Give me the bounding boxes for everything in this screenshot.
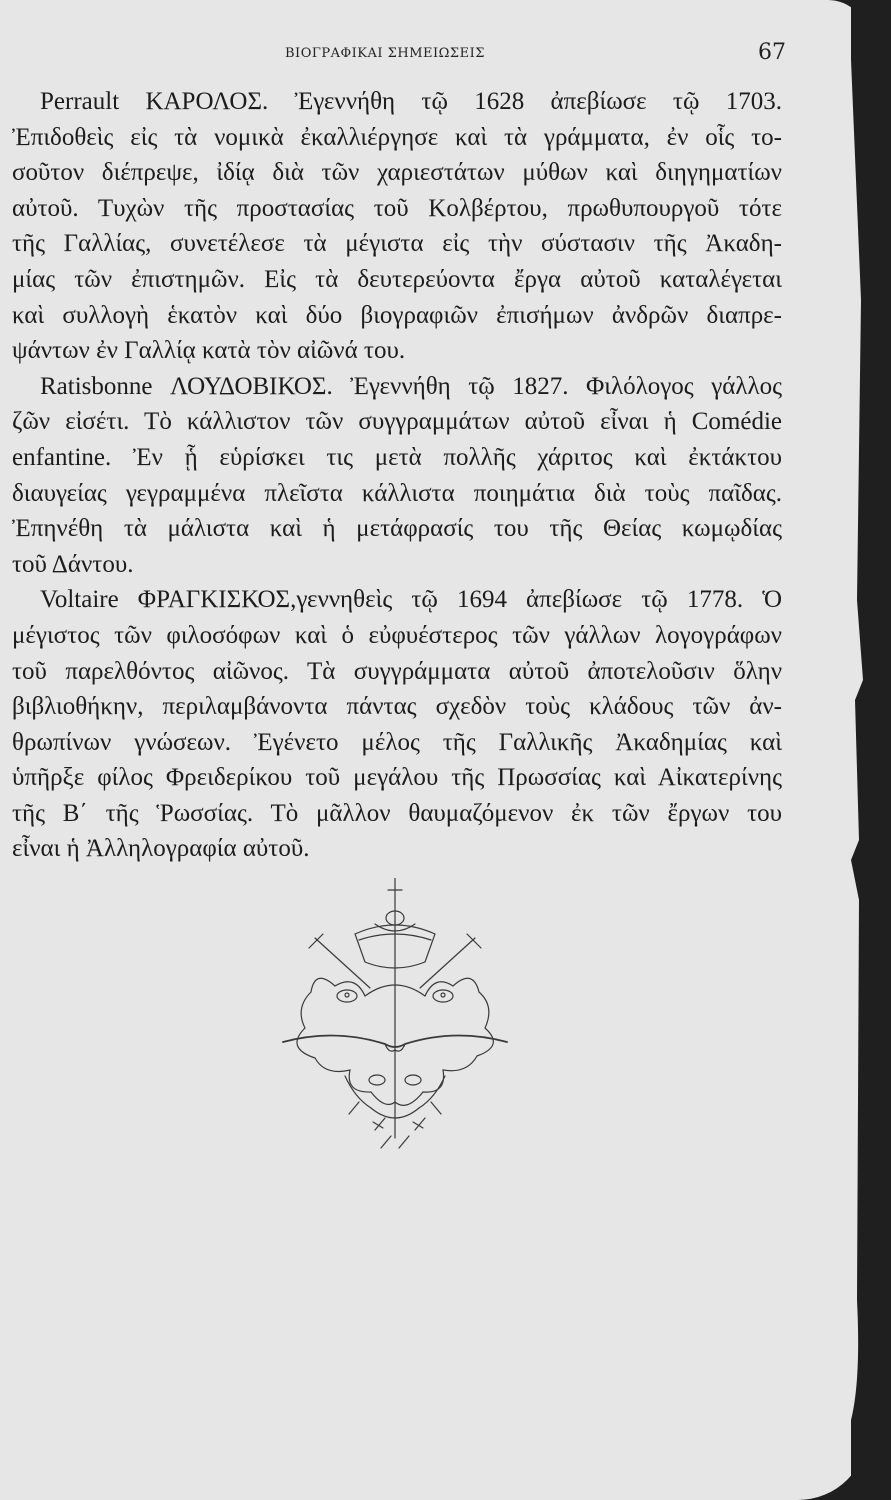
text-line: αὐτοῦ. Τυχὼν τῆς προστασίας τοῦ Κολβέρτου, πρωθυπουργοῦ τότε <box>12 194 782 222</box>
biography-entry-perrault <box>12 84 782 369</box>
text-line: τῆς Β΄ τῆς Ῥωσσίας. Τὸ μᾶλλον θαυμαζόμενον ἐκ τῶν ἔργων του <box>12 799 782 827</box>
text-line: σοῦτον διέπρεψε, ἰδίᾳ διὰ τῶν χαριεστάτων μύθων καὶ διηγηματίων <box>12 159 782 187</box>
running-title: ΒΙΟΓΡΑΦΙΚΑΙ ΣΗΜΕΙΩΣΕΙΣ <box>285 46 485 61</box>
page-header <box>0 38 868 68</box>
biography-entry-voltaire <box>12 582 782 867</box>
text-line: τοῦ παρελθόντος αἰῶνος. Τὰ συγγράμματα αὐτοῦ ἀποτελοῦσιν ὅλην <box>12 657 782 685</box>
biography-entry-ratisbonne <box>12 369 782 583</box>
text-line: ζῶν εἰσέτι. Τὸ κάλλιστον τῶν συγγραμμάτων αὐτοῦ εἶναι ἡ Comédie <box>12 408 782 436</box>
body-text <box>12 84 782 867</box>
text-line: εἶναι ἡ Ἀλληλογραφία αὐτοῦ. <box>12 835 310 863</box>
text-line: τῆς Γαλλίας, συνετέλεσε τὰ μέγιστα εἰς τὴν σύστασιν τῆς Ἀκαδη- <box>12 230 782 258</box>
text-line: ψάντων ἐν Γαλλίᾳ κατὰ τὸν αἰῶνά του. <box>12 337 406 365</box>
text-line: καὶ συλλογὴ ἑκατὸν καὶ δύο βιογραφιῶν ἐπισήμων ἀνδρῶν διαπρε- <box>12 301 782 329</box>
torn-page-edge <box>851 0 891 1500</box>
text-line: τοῦ Δάντου. <box>12 550 134 578</box>
text-line: βιβλιοθήκην, περιλαμβάνοντα πάντας σχεδὸν τοὺς κλάδους τῶν ἀν- <box>12 693 782 721</box>
text-line: Ratisbonne ΛΟΥΔΟΒΙΚΟΣ. Ἐγεννήθη τῷ 1827. Φιλόλογος γάλλος <box>40 372 782 400</box>
pencil-ornament-drawing <box>275 878 515 1208</box>
text-line: μέγιστος τῶν φιλοσόφων καὶ ὁ εὐφυέστερος τῶν γάλλων λογογράφων <box>12 621 782 649</box>
text-line: Ἐπιδοθεὶς εἰς τὰ νομικὰ ἐκαλλιέργησε καὶ τὰ γράμματα, ἐν οἷς το- <box>12 123 782 151</box>
text-line: ὑπῆρξε φίλος Φρειδερίκου τοῦ μεγάλου τῆς Πρωσσίας καὶ Αἰκατερίνης <box>12 764 782 792</box>
page-number: 67 <box>758 40 786 65</box>
text-line: enfantine. Ἐν ᾗ εὑρίσκει τις μετὰ πολλῆς χάριτος καὶ ἐκτάκτου <box>12 443 782 471</box>
text-line: θρωπίνων γνώσεων. Ἐγένετο μέλος τῆς Γαλλικῆς Ἀκαδημίας καὶ <box>12 728 782 756</box>
text-line: μίας τῶν ἐπιστημῶν. Εἰς τὰ δευτερεύοντα ἔργα αὐτοῦ καταλέγεται <box>12 265 782 293</box>
text-line: διαυγείας γεγραμμένα πλεῖστα κάλλιστα ποιημάτια διὰ τοὺς παῖδας. <box>12 479 782 507</box>
text-line: Ἐπηνέθη τὰ μάλιστα καὶ ἡ μετάφρασίς του τῆς Θείας κωμῳδίας <box>12 515 782 543</box>
text-line: Perrault ΚΑΡΟΛΟΣ. Ἐγεννήθη τῷ 1628 ἀπεβίωσε τῷ 1703. <box>40 88 782 115</box>
text-line: Voltaire ΦΡΑΓΚΙΣΚΟΣ,γεννηθεὶς τῷ 1694 ἀπεβίωσε τῷ 1778. Ὁ <box>40 586 782 614</box>
